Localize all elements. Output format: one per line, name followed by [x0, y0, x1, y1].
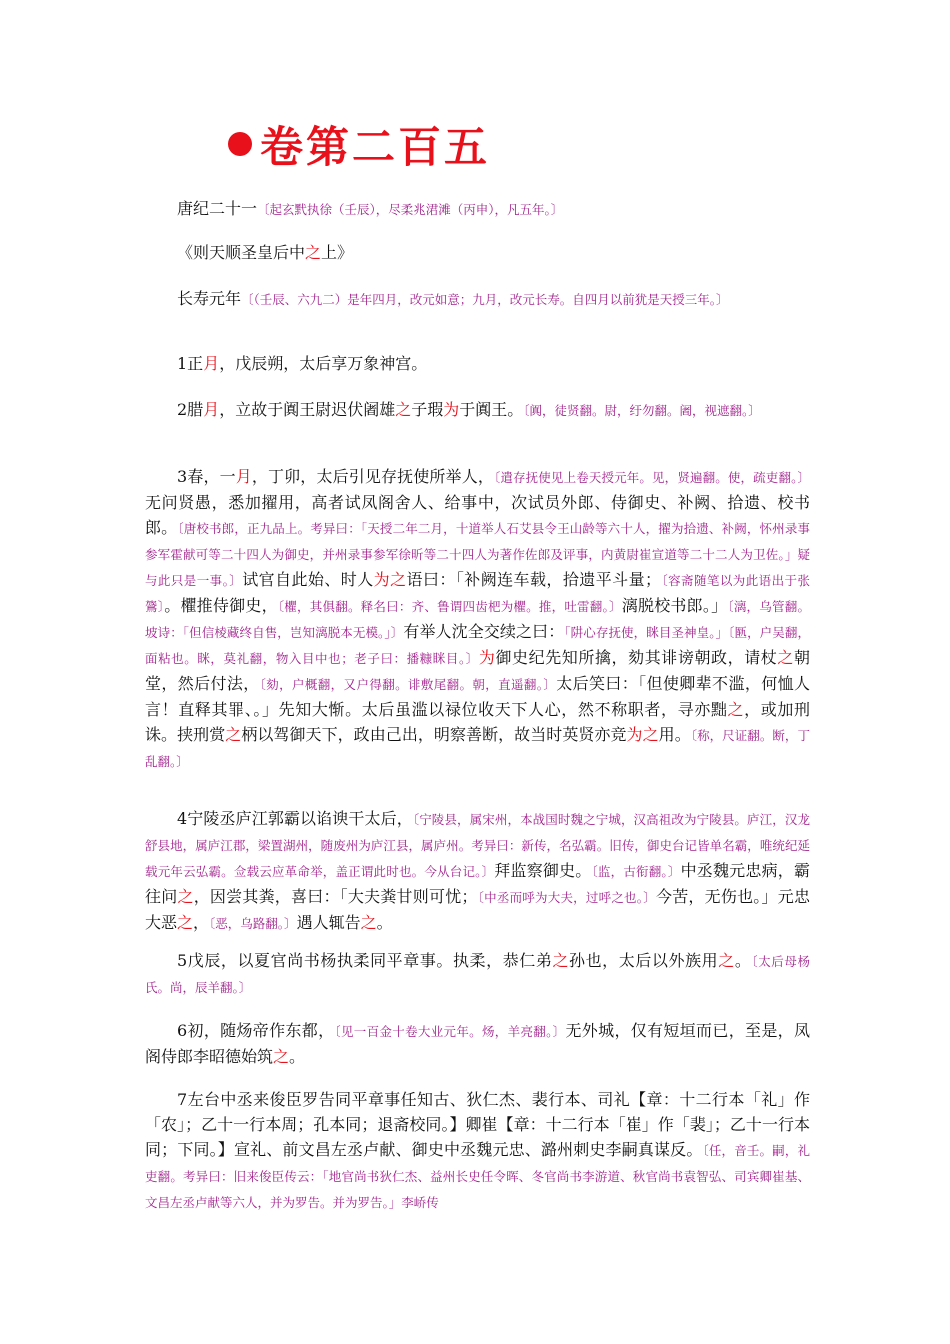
body-text: 长寿元年 — [177, 289, 242, 308]
bullet-icon — [228, 132, 252, 156]
body-text: 拜监察御史。 — [494, 861, 592, 880]
annotation-note: 〔漓，乌管翻。坡诗：「但信棱藏终自售，岂知漓脱本无模。」〕 — [145, 599, 810, 640]
body-text: 中丞魏元忠病，霸往问 — [145, 861, 810, 906]
highlight-char: 之 — [727, 700, 745, 719]
body-text: 试官自此始、时人 — [242, 570, 374, 589]
body-text: 。欋推侍御史， — [164, 596, 278, 615]
body-text: 6初，随炀帝作东都， — [177, 1021, 335, 1040]
highlight-char: 之 — [360, 913, 377, 932]
body-text: ，立故于阗王尉迟伏阇雄 — [219, 400, 396, 419]
highlight-char: 为之 — [626, 725, 659, 744]
annotation-note: 〔劾，户概翻，又户得翻。诽敷尾翻。朝，直遥翻。〕 — [259, 677, 557, 692]
annotation-note: 〔见一百金十卷大业元年。炀，羊亮翻。〕 — [334, 1024, 566, 1039]
annotation-note: 〔宁陵县，属宋州，本战国时魏之宁城，汉高祖改为宁陵县。庐江，汉龙舒县地，属庐江郡，梁置湖州，随废州为庐江县，属庐州。考异曰：新传，名弘霸。旧传，御史台记皆单名霸，唯统纪延载元年云弘霸。佥载云应革命举，盖正谓此时也。今从台记。〕 — [145, 812, 810, 879]
annotation-note: 〔恶，乌路翻。〕 — [209, 916, 297, 931]
highlight-char: 之 — [395, 400, 412, 419]
annotation-note: 〔任，音壬。嗣，礼吏翻。考异曰：旧来俊臣传云：「地官尚书狄仁杰、益州长史任令晖、冬官尚书李游道、秋官尚书袁智弘、司宾卿崔基、文昌左丞卢献等六人，并为罗告。并为罗告。」李峤传 — [145, 1143, 810, 1210]
body-text: 无外城，仅有短垣而已，至是，凤阁侍郎李昭德始筑 — [145, 1021, 810, 1066]
annotation-note: 〔太后母杨氏。尚，辰羊翻。〕 — [145, 954, 810, 995]
highlight-char: 月 — [203, 400, 220, 419]
highlight-char: 之 — [177, 887, 194, 906]
annotation-note: 〔欋，其俱翻。释名曰：齐、鲁谓四齿杷为欋。推，吐雷翻。〕 — [277, 599, 622, 614]
body-text: 《则天顺圣皇后中 — [177, 243, 306, 262]
chapter-title-text: 卷第二百五 — [260, 123, 490, 173]
body-text: 唐纪二十一 — [177, 199, 258, 218]
body-text: 。 — [289, 1047, 306, 1066]
paragraph — [145, 196, 810, 222]
body-text: 。 — [734, 951, 752, 970]
body-text: ，因尝其粪，喜曰：「大夫粪甘则可忧； — [193, 887, 478, 906]
annotation-note: 〔阗，徒贤翻。尉，纡勿翻。阇，视遮翻。〕 — [523, 403, 761, 418]
body-text: 4宁陵丞庐江郭霸以谄谀干太后， — [177, 809, 413, 828]
paragraph — [145, 1087, 810, 1215]
body-text: 孙也，太后以外族用 — [569, 951, 719, 970]
body-text: 朝堂，然后付法， — [145, 648, 810, 693]
body-text: 用。 — [658, 725, 691, 744]
body-text: 于阗王。 — [459, 400, 524, 419]
annotation-note: 〔遣存抚使见上卷天授元年。见，贤遍翻。使，疏吏翻。〕 — [493, 470, 810, 485]
paragraph — [145, 397, 810, 423]
highlight-char: 之 — [177, 913, 194, 932]
highlight-char: 之 — [225, 725, 242, 744]
highlight-char: 之 — [552, 951, 570, 970]
body-text: ，戊辰朔，太后享万象神宫。 — [219, 354, 428, 373]
body-text: 遇人辄告 — [296, 913, 361, 932]
annotation-note: 〔监，古衔翻。〕 — [591, 864, 681, 879]
annotation-note: 「阱心存抚使，眯目圣神皇。」〔匦，户吴翻，面粘也。眯，莫礼翻，物入目中也；老子曰：播糠眯目。〕 — [145, 625, 810, 666]
body-text: 上》 — [321, 243, 354, 262]
highlight-char: 为 — [443, 400, 460, 419]
annotation-note: 〔（壬辰、六九二）是年四月，改元如意；九月，改元长寿。自四月以前犹是天授三年。〕 — [241, 292, 729, 307]
highlight-char: 为 — [478, 648, 496, 667]
body-text: 太后笑曰：「但使卿辈不滥，何恤人言！直释其罪、。」先知大惭。太后虽滥以禄位收天下人心，然不称职者，寻亦黜 — [145, 674, 810, 719]
paragraph — [145, 806, 810, 936]
highlight-char: 之 — [273, 1047, 290, 1066]
body-text: 2腊 — [177, 400, 204, 419]
body-text: 有举人沈全交续之曰： — [403, 622, 565, 641]
body-text: 子瑕 — [411, 400, 444, 419]
highlight-char: 之 — [777, 648, 794, 667]
body-text: 3春，一 — [177, 467, 236, 486]
highlight-char: 之 — [305, 243, 322, 262]
annotation-note: 〔容斋随笔以为此语出于张鷟〕 — [145, 573, 810, 614]
highlight-char: 月 — [235, 467, 252, 486]
paragraph — [145, 464, 810, 774]
chapter-title — [228, 118, 490, 178]
annotation-note: 〔起玄黓执徐（壬辰），尽柔兆涒滩（丙申），凡五年。〕 — [257, 202, 564, 217]
body-text: 漓脱校书郎。」 — [621, 596, 728, 615]
body-text: ，丁卯，太后引见存抚使所举人， — [251, 467, 494, 486]
body-text: 今苦，无伤也。」元忠大恶 — [145, 887, 810, 932]
highlight-char: 月 — [203, 354, 220, 373]
paragraph — [145, 948, 810, 1000]
body-text: ， — [193, 913, 210, 932]
body-text: 御史纪先知所擒，劾其诽谤朝政，请杖 — [495, 648, 778, 667]
body-text: 1正 — [177, 354, 204, 373]
body-text: 。 — [376, 913, 393, 932]
annotation-note: 〔中丞而呼为大夫，过呼之也。〕 — [477, 890, 656, 905]
paragraph — [145, 286, 810, 312]
body-text: 语曰：「补阙连车载，拾遗平斗量； — [406, 570, 662, 589]
highlight-char: 之 — [718, 951, 735, 970]
body-text: 柄以驾御天下，政由己出，明察善断，故当时英贤亦竞 — [241, 725, 627, 744]
highlight-char: 为之 — [373, 570, 407, 589]
annotation-note: 〔唐校书郎，正九品上。考异曰：「天授二年二月，十道举人石艾县令王山龄等六十人，擢为拾遗、补阙，怀州录事参军霍献可等二十四人为御史，并州录事参军徐昕等二十四人为著作佐郎及评事，内黄尉崔宣道等二十二人为卫佐。」疑与此只是一事。〕 — [145, 521, 810, 588]
paragraph — [145, 1018, 810, 1069]
paragraph — [145, 351, 810, 376]
body-text: 无问贤愚，悉加擢用，高者试凤阁舍人、给事中，次试员外郎、侍御史、补阙、拾遗、校书郎。 — [145, 493, 810, 537]
paragraph — [145, 240, 810, 265]
body-text: ，或加刑诛。挟刑赏 — [145, 700, 810, 744]
body-text: 7左台中丞来俊臣罗告同平章事任知古、狄仁杰、裴行本、司礼【章：十二行本「礼」作「农」；乙十一行本周；孔本同；退斋校同。】卿崔【章：十二行本「崔」作「裴」；乙十一行本同；下同。】宣礼、前文昌左丞卢献、御史中丞魏元忠、潞州刺史李嗣真谋反。 — [145, 1090, 810, 1159]
body-text: 5戊辰，以夏官尚书杨执柔同平章事。执柔，恭仁弟 — [177, 951, 553, 970]
annotation-note: 〔称，尺证翻。断，丁乱翻。〕 — [145, 728, 810, 769]
